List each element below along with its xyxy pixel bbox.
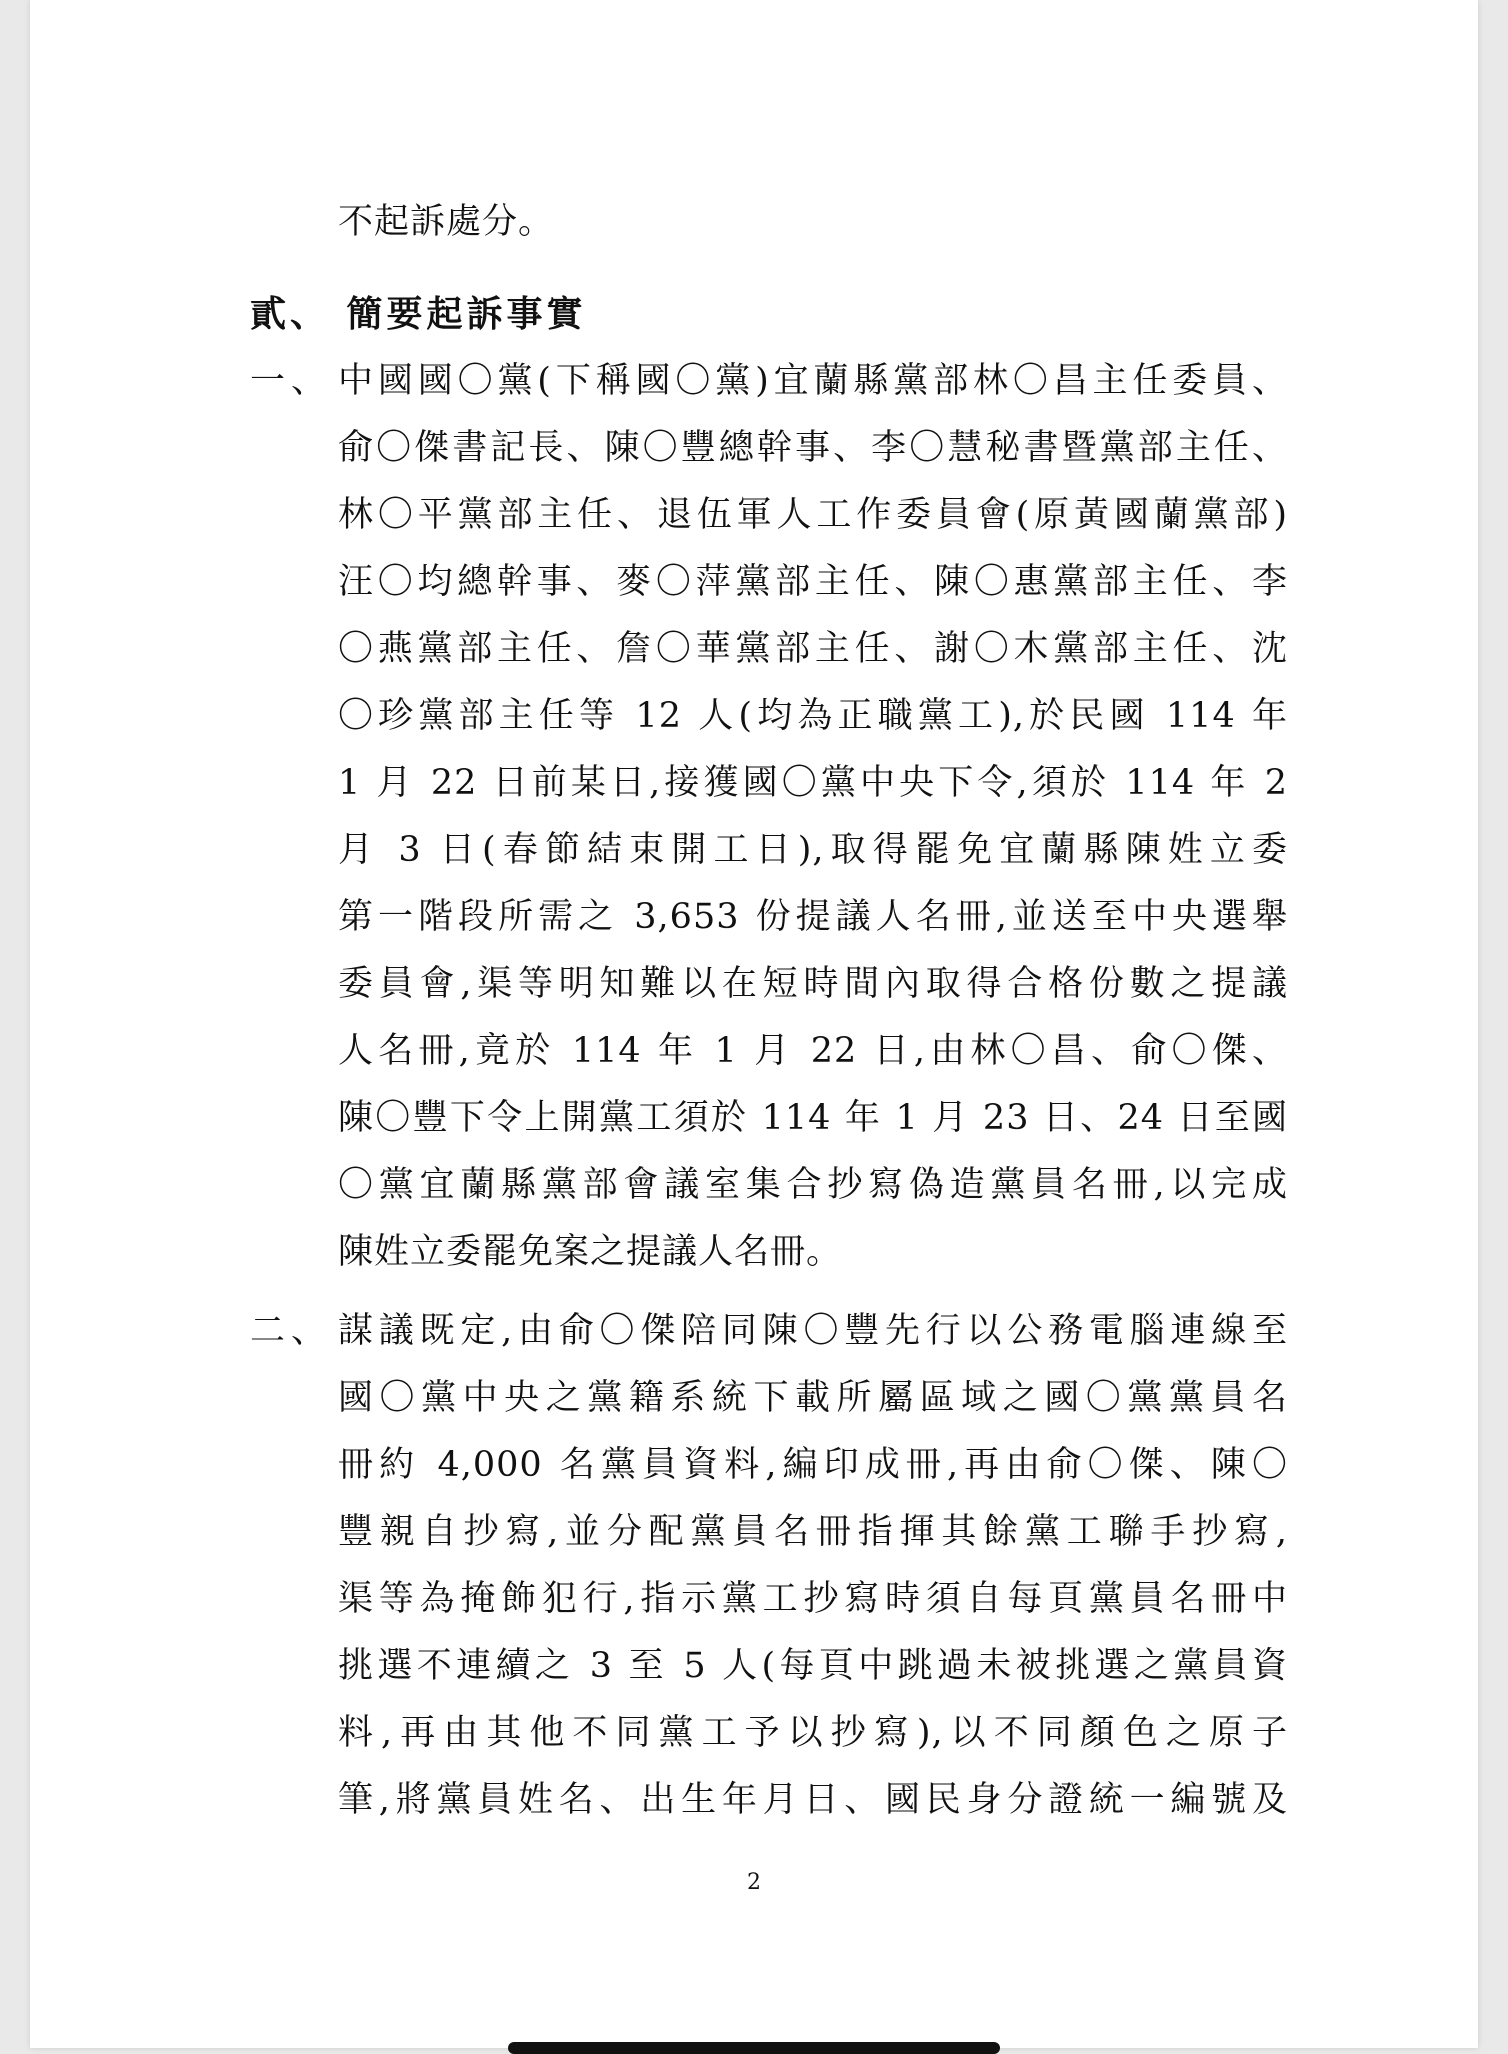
paragraph-text: 1 月 22 日前某日,接獲國〇黨中央下令,須於 114 年 2: [338, 763, 1288, 803]
paragraph-line: [30, 1084, 1478, 1152]
paragraph-line: [30, 816, 1478, 884]
paragraph-text: 謀議既定,由俞〇傑陪同陳〇豐先行以公務電腦連線至: [338, 1311, 1288, 1351]
paragraph-line: [30, 548, 1478, 616]
paragraph-line: [30, 1699, 1478, 1767]
paragraph-text: 委員會,渠等明知難以在短時間內取得合格份數之提議: [338, 964, 1288, 1004]
paragraph-line: [30, 347, 1478, 415]
paragraph-line: [30, 749, 1478, 817]
paragraph-line: [30, 883, 1478, 951]
paragraph-line: [30, 682, 1478, 750]
document-page: [30, 0, 1478, 2048]
paragraph-line: [30, 1766, 1478, 1834]
paragraph-text: 第一階段所需之 3,653 份提議人名冊,並送至中央選舉: [338, 897, 1288, 937]
paragraph-text: 豐親自抄寫,並分配黨員名冊指揮其餘黨工聯手抄寫,: [338, 1512, 1288, 1552]
paragraph-line: [30, 950, 1478, 1018]
paragraph-line: [30, 1431, 1478, 1499]
paragraph-text: 月 3 日(春節結束開工日),取得罷免宜蘭縣陳姓立委: [338, 830, 1288, 870]
paragraph-text: 人名冊,竟於 114 年 1 月 22 日,由林〇昌、俞〇傑、: [338, 1031, 1288, 1071]
paragraph-line: [30, 615, 1478, 683]
item-marker: 二、: [250, 1311, 333, 1351]
paragraph-line: [30, 1498, 1478, 1566]
paragraph-text: 陳姓立委罷免案之提議人名冊。: [338, 1232, 843, 1272]
paragraph-line: [30, 1364, 1478, 1432]
page-number: 2: [747, 1870, 761, 1895]
paragraph-text: 林〇平黨部主任、退伍軍人工作委員會(原黃國蘭黨部): [338, 495, 1288, 535]
paragraph-line: [30, 1297, 1478, 1365]
home-indicator[interactable]: [508, 2042, 1000, 2054]
paragraph-line: [30, 1151, 1478, 1219]
paragraph-line: [30, 1565, 1478, 1633]
paragraph-line: [30, 414, 1478, 482]
paragraph-line: [30, 481, 1478, 549]
paragraph-text: 冊約 4,000 名黨員資料,編印成冊,再由俞〇傑、陳〇: [338, 1445, 1288, 1485]
paragraph-text: 〇珍黨部主任等 12 人(均為正職黨工),於民國 114 年: [338, 696, 1288, 736]
paragraph-text: 陳〇豐下令上開黨工須於 114 年 1 月 23 日、24 日至國: [338, 1098, 1288, 1138]
paragraph-text: 〇黨宜蘭縣黨部會議室集合抄寫偽造黨員名冊,以完成: [338, 1165, 1288, 1205]
paragraph-line: [30, 1632, 1478, 1700]
intro-text: 不起訴處分。: [338, 202, 555, 242]
paragraph-line: [30, 1017, 1478, 1085]
paragraph-text: 俞〇傑書記長、陳〇豐總幹事、李〇慧秘書暨黨部主任、: [338, 428, 1288, 468]
item-marker: 一、: [250, 361, 333, 401]
section-heading: [30, 280, 1478, 348]
intro-line: [30, 188, 1478, 256]
paragraph-text: 渠等為掩飾犯行,指示黨工抄寫時須自每頁黨員名冊中: [338, 1579, 1288, 1619]
paragraph-text: 筆,將黨員姓名、出生年月日、國民身分證統一編號及: [338, 1780, 1288, 1820]
section-heading-text: 貳、 簡要起訴事實: [250, 293, 587, 335]
paragraph-text: 汪〇均總幹事、麥〇萍黨部主任、陳〇惠黨部主任、李: [338, 562, 1288, 602]
paragraph-text: 〇燕黨部主任、詹〇華黨部主任、謝〇木黨部主任、沈: [338, 629, 1288, 669]
paragraph-text: 國〇黨中央之黨籍系統下載所屬區域之國〇黨黨員名: [338, 1378, 1288, 1418]
paragraph-text: 中國國〇黨(下稱國〇黨)宜蘭縣黨部林〇昌主任委員、: [338, 361, 1288, 401]
paragraph-line: [30, 1218, 1478, 1286]
paragraph-text: 挑選不連續之 3 至 5 人(每頁中跳過未被挑選之黨員資: [338, 1646, 1288, 1686]
paragraph-text: 料,再由其他不同黨工予以抄寫),以不同顏色之原子: [338, 1713, 1288, 1753]
